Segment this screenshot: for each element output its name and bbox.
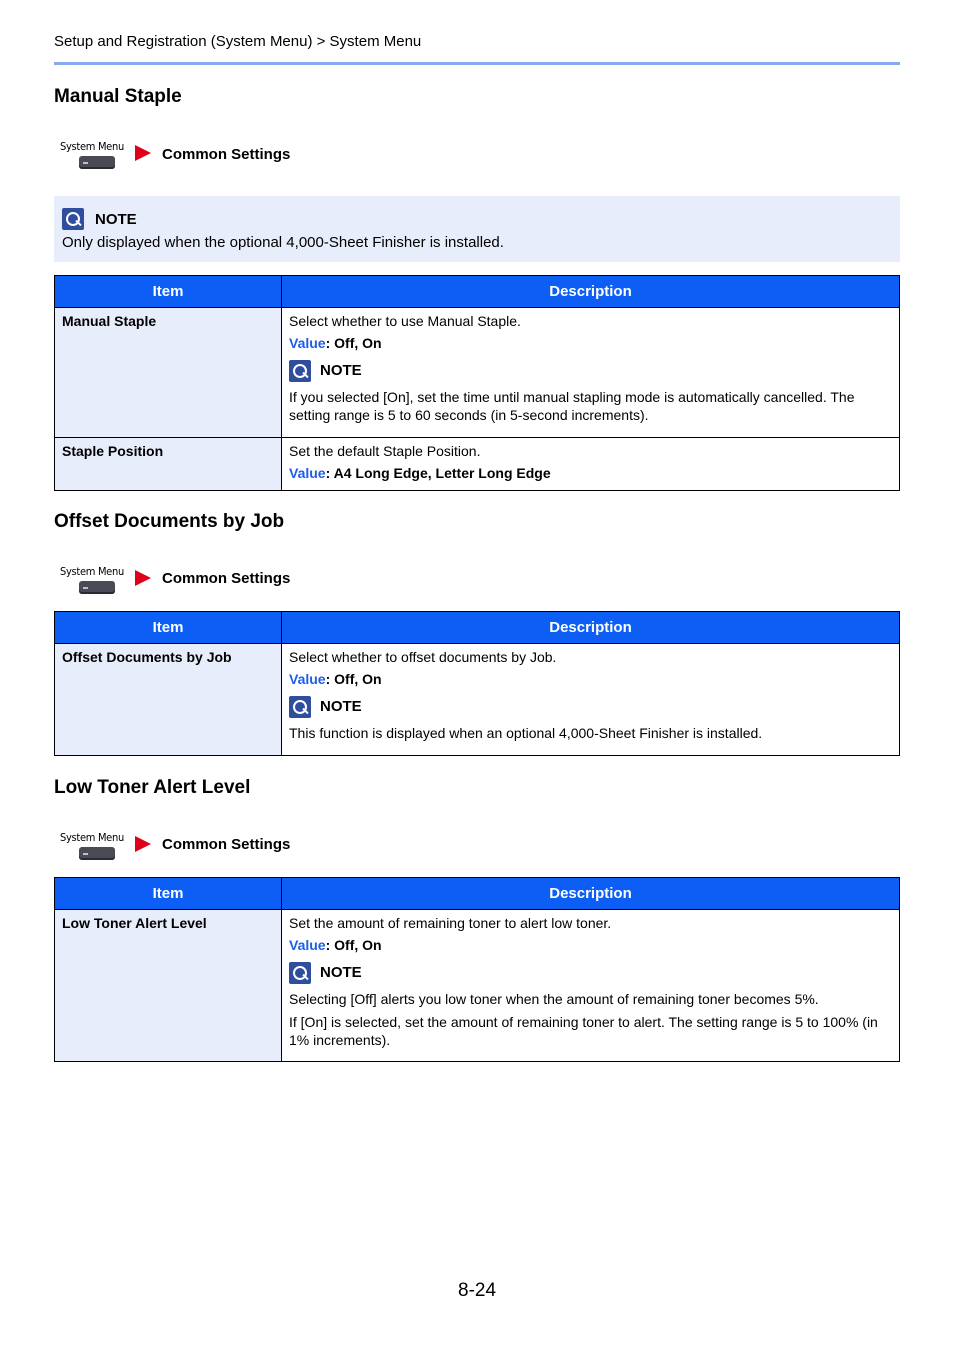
value-key: Value [289, 937, 326, 953]
value-colon: : [325, 335, 331, 351]
system-menu-key-icon [79, 156, 115, 169]
value-key: Value [289, 671, 326, 687]
path-label: Common Settings [162, 146, 291, 163]
note-icon [289, 696, 311, 718]
table-header-row [55, 276, 900, 308]
page-number: 8-24 [458, 1280, 497, 1301]
value-options: Off, On [330, 671, 382, 687]
table-row [55, 644, 900, 756]
col-header-item: Item [55, 276, 282, 308]
note-text: If you selected [On], set the time until manual stapling mode is automatically cancelled. The setting range is 5 to 60 seconds (in 5-second increments). [289, 389, 855, 423]
item-cell: Manual Staple [55, 308, 282, 438]
menu-path-offset [60, 565, 460, 605]
arrow-right-icon [135, 570, 151, 586]
table-row [55, 438, 900, 491]
description-cell [282, 644, 900, 756]
description-cell [282, 438, 900, 491]
arrow-right-icon [135, 145, 151, 161]
inline-note [289, 696, 891, 718]
system-menu-key-icon [79, 847, 115, 860]
description-cell [282, 308, 900, 438]
menu-path-low-toner [60, 831, 460, 871]
note-heading: NOTE [320, 362, 362, 379]
manual-staple-table [54, 275, 900, 491]
low-toner-table [54, 877, 900, 1062]
value-colon: : [325, 465, 331, 481]
value-key: Value [289, 335, 326, 351]
breadcrumb: Setup and Registration (System Menu) > System Menu [54, 33, 422, 50]
note-text: Selecting [Off] alerts you low toner when the amount of remaining toner becomes 5%. [289, 991, 819, 1007]
col-header-description: Description [282, 878, 900, 910]
note-heading: NOTE [95, 210, 137, 228]
item-cell: Staple Position [55, 438, 282, 491]
note-icon [289, 360, 311, 382]
value-line [289, 670, 891, 688]
description-cell [282, 910, 900, 1062]
item-cell: Low Toner Alert Level [55, 910, 282, 1062]
table-row [55, 308, 900, 438]
system-menu-key-icon [79, 581, 115, 594]
description-text: Set the default Staple Position. [289, 443, 481, 459]
section-title-low-toner: Low Toner Alert Level [54, 777, 251, 798]
col-header-item: Item [55, 612, 282, 644]
description-text: Select whether to offset documents by Job. [289, 649, 557, 665]
arrow-right-icon [135, 836, 151, 852]
table-header-row [55, 612, 900, 644]
description-text: Set the amount of remaining toner to alert low toner. [289, 915, 612, 931]
inline-note [289, 962, 891, 984]
col-header-description: Description [282, 276, 900, 308]
note-icon [62, 208, 84, 230]
value-line [289, 936, 891, 954]
description-text: Select whether to use Manual Staple. [289, 313, 521, 329]
system-menu-label: System Menu [60, 831, 124, 844]
system-menu-label: System Menu [60, 140, 124, 153]
note-heading: NOTE [320, 698, 362, 715]
item-cell: Offset Documents by Job [55, 644, 282, 756]
menu-path-manual-staple [60, 140, 460, 180]
inline-note [289, 360, 891, 382]
value-options: Off, On [330, 937, 382, 953]
path-label: Common Settings [162, 570, 291, 587]
section-title-manual-staple: Manual Staple [54, 86, 182, 107]
value-line [289, 334, 891, 352]
offset-table [54, 611, 900, 756]
value-key: Value [289, 465, 326, 481]
note-text: If [On] is selected, set the amount of remaining toner to alert. The setting range is 5 to 100% (in 1% increments). [289, 1014, 878, 1048]
section-title-offset: Offset Documents by Job [54, 511, 285, 532]
value-options: A4 Long Edge, Letter Long Edge [330, 465, 551, 481]
value-colon: : [325, 671, 331, 687]
table-header-row [55, 878, 900, 910]
value-line [289, 464, 891, 482]
table-row [55, 910, 900, 1062]
note-text: Only displayed when the optional 4,000-Sheet Finisher is installed. [62, 234, 504, 251]
col-header-description: Description [282, 612, 900, 644]
note-text: This function is displayed when an optional 4,000-Sheet Finisher is installed. [289, 725, 763, 741]
value-colon: : [325, 937, 331, 953]
path-label: Common Settings [162, 836, 291, 853]
header-rule [54, 62, 900, 65]
col-header-item: Item [55, 878, 282, 910]
note-heading: NOTE [320, 964, 362, 981]
system-menu-label: System Menu [60, 565, 124, 578]
note-box [54, 196, 900, 262]
value-options: Off, On [330, 335, 382, 351]
note-icon [289, 962, 311, 984]
